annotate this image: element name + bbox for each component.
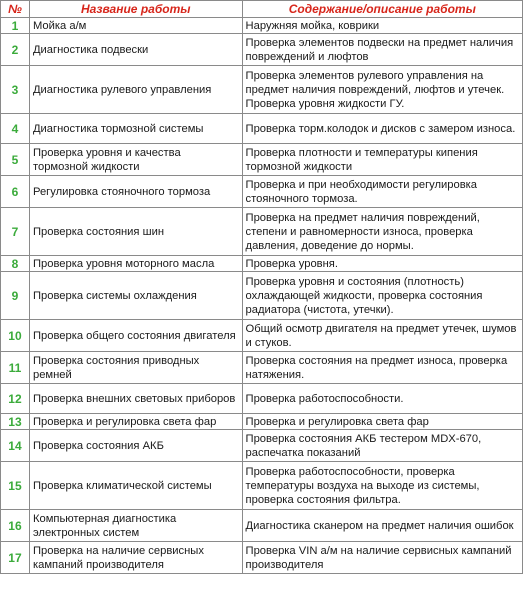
row-name: Проверка состояния шин	[29, 208, 242, 256]
row-name: Проверка общего состояния двигателя	[29, 320, 242, 352]
row-name: Компьютерная диагностика электронных систем	[29, 510, 242, 542]
row-name: Проверка состояния АКБ	[29, 430, 242, 462]
table-row	[1, 176, 523, 208]
row-desc: Проверка уровня.	[242, 256, 522, 272]
header-row	[1, 1, 523, 18]
table-row	[1, 414, 523, 430]
row-num: 13	[1, 414, 30, 430]
table-row	[1, 18, 523, 34]
row-num: 10	[1, 320, 30, 352]
row-name: Проверка климатической системы	[29, 462, 242, 510]
row-name: Мойка а/м	[29, 18, 242, 34]
row-num: 2	[1, 34, 30, 66]
row-desc: Диагностика сканером на предмет наличия ошибок	[242, 510, 522, 542]
row-name: Проверка на наличие сервисных кампаний производителя	[29, 542, 242, 574]
row-name: Проверка и регулировка света фар	[29, 414, 242, 430]
row-num: 4	[1, 114, 30, 144]
row-num: 3	[1, 66, 30, 114]
table-row	[1, 256, 523, 272]
table-row	[1, 114, 523, 144]
table-row	[1, 272, 523, 320]
table-row	[1, 384, 523, 414]
row-desc: Проверка VIN а/м на наличие сервисных кампаний производителя	[242, 542, 522, 574]
row-name: Проверка внешних световых приборов	[29, 384, 242, 414]
row-desc: Проверка работоспособности, проверка температуры воздуха на выходе из системы, проверка состояния фильтра.	[242, 462, 522, 510]
table-row	[1, 66, 523, 114]
row-desc: Общий осмотр двигателя на предмет утечек, шумов и стуков.	[242, 320, 522, 352]
table-row	[1, 144, 523, 176]
row-desc: Проверка состояния на предмет износа, проверка натяжения.	[242, 352, 522, 384]
row-name: Диагностика рулевого управления	[29, 66, 242, 114]
header-description: Содержание/описание работы	[242, 1, 522, 18]
row-desc: Проверка работоспособности.	[242, 384, 522, 414]
row-name: Диагностика подвески	[29, 34, 242, 66]
row-desc: Проверка плотности и температуры кипения тормозной жидкости	[242, 144, 522, 176]
row-name: Регулировка стояночного тормоза	[29, 176, 242, 208]
row-num: 15	[1, 462, 30, 510]
row-desc: Проверка и при необходимости регулировка стояночного тормоза.	[242, 176, 522, 208]
row-desc: Наружняя мойка, коврики	[242, 18, 522, 34]
row-name: Диагностика тормозной системы	[29, 114, 242, 144]
row-desc: Проверка и регулировка света фар	[242, 414, 522, 430]
table-row	[1, 462, 523, 510]
row-num: 16	[1, 510, 30, 542]
row-num: 1	[1, 18, 30, 34]
row-num: 14	[1, 430, 30, 462]
row-name: Проверка уровня и качества тормозной жидкости	[29, 144, 242, 176]
header-num: №	[1, 1, 30, 18]
row-num: 12	[1, 384, 30, 414]
row-name: Проверка уровня моторного масла	[29, 256, 242, 272]
row-desc: Проверка уровня и состояния (плотность) охлаждающей жидкости, проверка состояния радиатора (чистота, утечки).	[242, 272, 522, 320]
table-row	[1, 510, 523, 542]
row-desc: Проверка состояния АКБ тестером MDX-670, распечатка показаний	[242, 430, 522, 462]
row-num: 5	[1, 144, 30, 176]
table-row	[1, 430, 523, 462]
row-name: Проверка состояния приводных ремней	[29, 352, 242, 384]
table-row	[1, 320, 523, 352]
row-desc: Проверка на предмет наличия повреждений, степени и равномерности износа, проверка давления, доведение до нормы.	[242, 208, 522, 256]
table-row	[1, 542, 523, 574]
row-num: 6	[1, 176, 30, 208]
row-num: 9	[1, 272, 30, 320]
row-name: Проверка системы охлаждения	[29, 272, 242, 320]
row-num: 8	[1, 256, 30, 272]
header-work-name: Название работы	[29, 1, 242, 18]
table-row	[1, 352, 523, 384]
row-num: 11	[1, 352, 30, 384]
row-desc: Проверка торм.колодок и дисков с замером износа.	[242, 114, 522, 144]
row-desc: Проверка элементов рулевого управления на предмет наличия повреждений, люфтов и утечек. Проверка уровня жидкости ГУ.	[242, 66, 522, 114]
row-num: 17	[1, 542, 30, 574]
table-row	[1, 208, 523, 256]
table-row	[1, 34, 523, 66]
row-desc: Проверка элементов подвески на предмет наличия повреждений и люфтов	[242, 34, 522, 66]
row-num: 7	[1, 208, 30, 256]
